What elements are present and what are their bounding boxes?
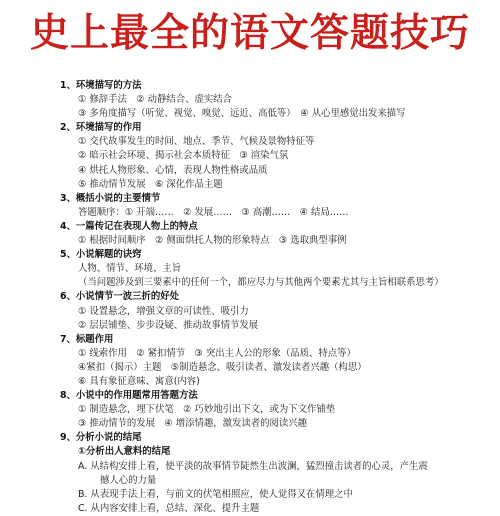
- section-9-item: C. 从内容安排上看，总结、深化、提升主题: [78, 502, 260, 514]
- section-8-item: ① 制造悬念，埋下伏笔 ② 巧妙地引出下文，或为下文作铺垫: [78, 404, 336, 416]
- section-1-item: ① 修辞手法 ② 动静结合、虚实结合: [78, 94, 233, 106]
- section-6-item: ① 设置悬念，增强文章的可读性、吸引力: [78, 305, 249, 317]
- section-6-heading: 6、小说情节一波三折的好处: [60, 291, 180, 303]
- section-7-heading: 7、标题作用: [60, 333, 114, 345]
- section-7-item: ① 线索作用 ② 紧扣情节 ③ 突出主人公的形象（品质、特点等）: [78, 347, 356, 359]
- section-3-heading: 3、概括小说的主要情节: [60, 192, 161, 204]
- section-6-item: ② 层层铺垫、步步设疑、推动故事情节发展: [78, 319, 259, 331]
- section-9-item: B. 从表现手法上看，与前文的伏笔相照应，使人觉得又在情理之中: [78, 488, 353, 500]
- section-1-item: ③ 多角度描写（听觉、视觉、嗅觉、远近、高低等） ④ 从心里感觉出发来描写: [78, 108, 406, 120]
- section-5-item: 人物、情节、环境、主旨: [78, 263, 182, 275]
- section-9-subheading: ①分析出人意料的结尾: [78, 446, 171, 458]
- section-2-item: ④ 烘托人物形象、心情，表现人物性格或品质: [78, 164, 268, 176]
- section-4-item: ① 根据时间顺序 ② 侧面烘托人物的形象特点 ③ 选取典型事例: [78, 235, 347, 247]
- page-title: 史上最全的语文答题技巧: [29, 11, 470, 56]
- section-8-item: ③ 推动情节的发展 ④ 增添情趣，激发读者的阅读兴趣: [78, 418, 308, 430]
- section-9-item-continued: 撼人心的力量: [100, 474, 157, 486]
- tips-content: [60, 79, 480, 516]
- section-2-item: ⑤ 推动情节发展 ⑥ 深化作品主题: [78, 178, 223, 190]
- section-1-heading: 1、环境描写的方法: [60, 80, 142, 91]
- section-3-item: 答题顺序：① 开端…… ② 发展…… ③ 高潮…… ④ 结局……: [78, 206, 349, 218]
- section-9-item: A. 从结构安排上看，使平淡的故事情节陡然生出波澜，猛烈撞击读者的心灵，产生震: [78, 460, 428, 472]
- section-2-heading: 2、环境描写的作用: [60, 122, 142, 134]
- section-5-heading: 5、小说解题的诀窍: [60, 249, 142, 261]
- section-2-item: ① 交代故事发生的时间、地点、季节、气候及景物特征等: [78, 136, 315, 148]
- section-7-item: ⑥ 具有象征意味、寓意(内容): [78, 375, 200, 387]
- section-8-heading: 8、小说中的作用题常用答题方法: [60, 390, 198, 402]
- section-5-note: （当问题涉及到三要素中的任何一个，都应尽力与其他两个要素尤其与主旨相联系思考）: [78, 277, 444, 289]
- section-7-item: ④紧扣（揭示）主题 ⑤制造悬念、吸引读者、激发读者兴趣（构思）: [78, 361, 367, 373]
- section-9-heading: 9、分析小说的结尾: [60, 432, 142, 444]
- section-2-item: ② 暗示社会环境、揭示社会本质特征 ③ 渲染气氛: [78, 150, 289, 162]
- section-4-heading: 4、一篇传记在表现人物上的特点: [60, 220, 198, 232]
